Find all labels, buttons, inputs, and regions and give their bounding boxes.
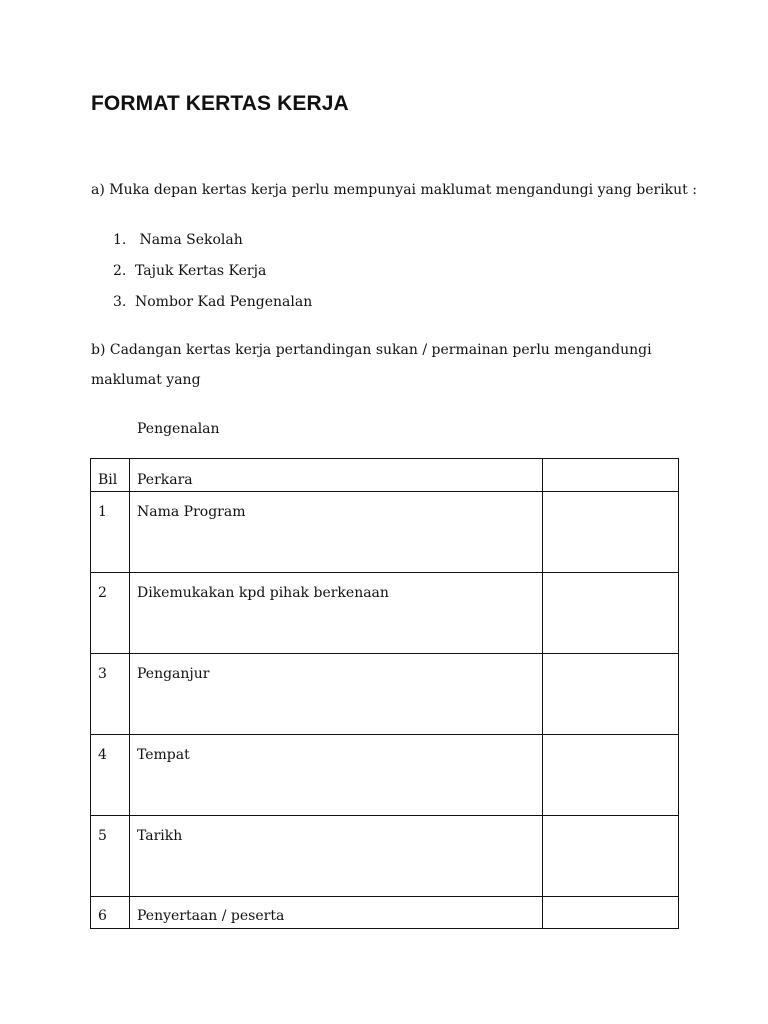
- cell-blank: [543, 573, 679, 654]
- cell-perkara: Nama Program: [130, 492, 543, 573]
- table-row: [91, 816, 679, 897]
- cell-bil: 1: [91, 492, 130, 573]
- list-item-text: Nombor Kad Pengenalan: [135, 294, 313, 310]
- section-b-intro-line1: b) Cadangan kertas kerja pertandingan sukan / permainan perlu mengandungi: [91, 342, 652, 358]
- cell-bil: 6: [91, 897, 130, 929]
- section-a-intro: a) Muka depan kertas kerja perlu mempunyai maklumat mengandungi yang berikut :: [91, 182, 697, 198]
- table-row: [91, 735, 679, 816]
- cell-bil: 3: [91, 654, 130, 735]
- document-title: FORMAT KERTAS KERJA: [91, 92, 349, 115]
- section-b-intro-line2: maklumat yang: [91, 372, 201, 388]
- cell-bil: 4: [91, 735, 130, 816]
- list-item: [113, 231, 312, 262]
- cell-blank: [543, 735, 679, 816]
- cell-bil: 2: [91, 573, 130, 654]
- section-b-subheading: Pengenalan: [137, 421, 220, 437]
- table-row: [91, 492, 679, 573]
- cell-perkara: Tarikh: [130, 816, 543, 897]
- cell-bil: 5: [91, 816, 130, 897]
- cell-perkara: Tempat: [130, 735, 543, 816]
- table-header-row: [91, 459, 679, 492]
- list-item: [113, 262, 312, 293]
- table-row: [91, 654, 679, 735]
- list-item-text: Nama Sekolah: [135, 232, 243, 248]
- header-blank: [543, 459, 679, 492]
- table-row: [91, 573, 679, 654]
- list-item-number: 1.: [113, 232, 127, 248]
- list-item-number: 2.: [113, 263, 127, 279]
- cell-perkara: Penganjur: [130, 654, 543, 735]
- cell-blank: [543, 816, 679, 897]
- list-item: [113, 293, 312, 324]
- program-details-table: [90, 458, 679, 929]
- header-bil: Bil: [91, 459, 130, 492]
- list-item-text: Tajuk Kertas Kerja: [135, 263, 267, 279]
- section-a-list: [113, 231, 312, 324]
- cell-blank: [543, 897, 679, 929]
- cell-blank: [543, 492, 679, 573]
- cell-perkara: Penyertaan / peserta: [130, 897, 543, 929]
- cell-perkara: Dikemukakan kpd pihak berkenaan: [130, 573, 543, 654]
- header-perkara: Perkara: [130, 459, 543, 492]
- table-row: [91, 897, 679, 929]
- list-item-number: 3.: [113, 294, 127, 310]
- cell-blank: [543, 654, 679, 735]
